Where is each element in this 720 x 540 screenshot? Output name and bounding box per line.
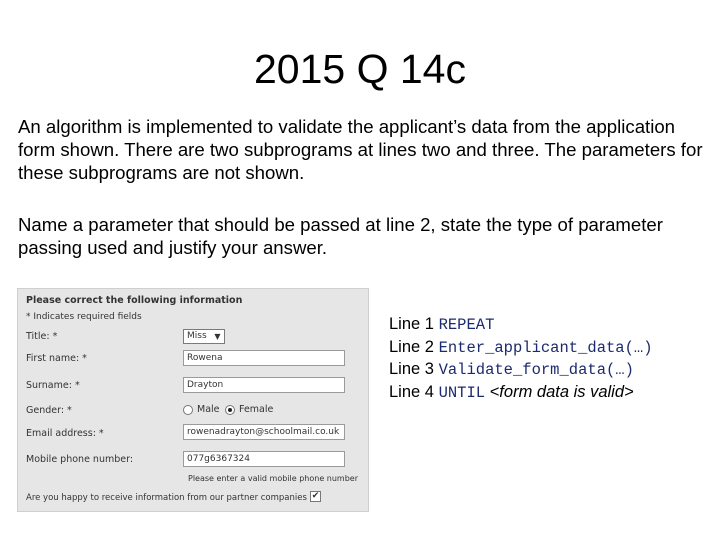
application-form-screenshot <box>17 288 369 512</box>
question-context-paragraph: An algorithm is implemented to validate the applicant’s data from the application form shown. There are two subprograms at lines two and three. The parameters for these subprograms are not shown. <box>18 116 703 183</box>
checkmark-icon: ✔ <box>311 491 320 501</box>
title-select-value: Miss <box>187 331 207 341</box>
algorithm-code: REPEAT <box>438 316 495 334</box>
algorithm-code: Enter_applicant_data(…) <box>438 338 653 357</box>
partner-info-checkbox[interactable] <box>310 491 321 502</box>
line-number: Line 2 <box>389 337 434 356</box>
first-name-field[interactable]: Rowena <box>183 350 345 366</box>
gender-label: Gender: * <box>26 405 72 416</box>
algorithm-line <box>389 314 653 337</box>
mobile-field[interactable]: 077g6367324 <box>183 451 345 467</box>
email-label: Email address: * <box>26 428 104 439</box>
question-task-paragraph: Name a parameter that should be passed at line 2, state the type of parameter passing used and justify your answer. <box>18 214 663 258</box>
gender-male-radio[interactable] <box>183 405 193 415</box>
algorithm-line <box>389 359 653 382</box>
chevron-down-icon: ▼ <box>214 332 221 341</box>
gender-female-label: Female <box>239 404 274 415</box>
algorithm-line <box>389 382 653 405</box>
title-select[interactable] <box>183 329 225 344</box>
algorithm-code: UNTIL <box>438 383 486 402</box>
title-label: Title: * <box>26 331 58 342</box>
mobile-label: Mobile phone number: <box>26 454 134 465</box>
gender-female-radio[interactable] <box>225 405 235 415</box>
line-number: Line 4 <box>389 382 434 401</box>
required-fields-note: * Indicates required fields <box>26 312 142 322</box>
line-number: Line 3 <box>389 360 434 378</box>
mobile-validation-hint: Please enter a valid mobile phone number <box>188 474 359 483</box>
gender-male-label: Male <box>197 404 220 415</box>
slide-title: 2015 Q 14c <box>254 46 466 92</box>
algorithm-condition: <form data is valid> <box>489 382 634 401</box>
algorithm-line <box>389 337 653 360</box>
line-number: Line 1 <box>389 315 434 333</box>
form-heading: Please correct the following information <box>26 295 243 306</box>
first-name-label: First name: * <box>26 353 87 364</box>
email-field[interactable]: rowenadrayton@schoolmail.co.uk <box>183 424 345 440</box>
partner-info-label: Are you happy to receive information from our partner companies <box>26 493 307 503</box>
surname-field[interactable]: Drayton <box>183 377 345 393</box>
algorithm-listing <box>389 314 653 404</box>
algorithm-code: Validate_form_data(…) <box>438 361 634 379</box>
surname-label: Surname: * <box>26 380 80 391</box>
